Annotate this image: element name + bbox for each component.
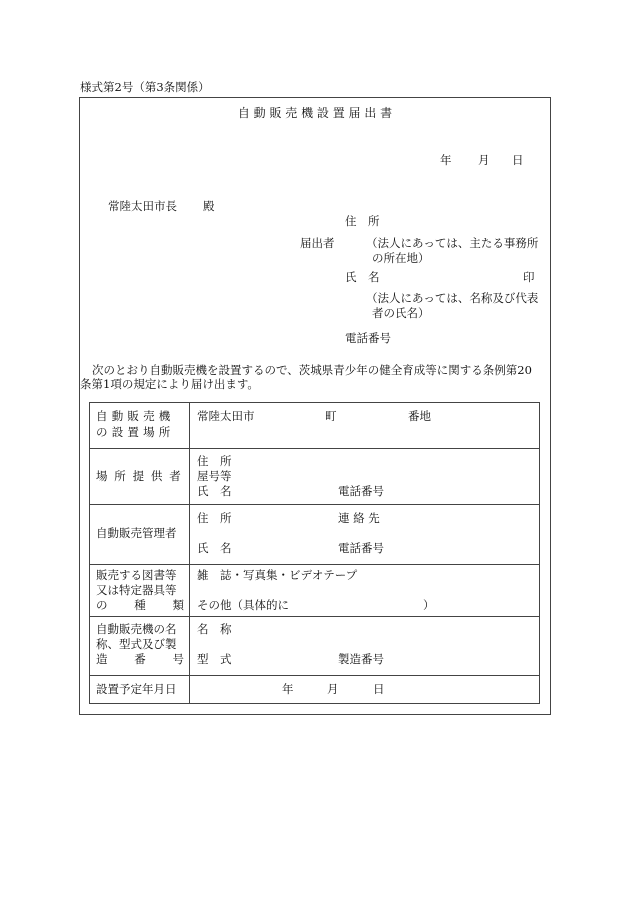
body-text-line-1: 次のとおり自動販売機を設置するので、茨城県青少年の健全育成等に関する条例第20 <box>92 363 532 377</box>
provider-name: 氏 名 <box>197 484 232 498</box>
applicant-role: 届出者 <box>300 236 335 250</box>
machine-serial: 製造番号 <box>338 652 384 666</box>
applicant-address-label: 住 所 <box>345 214 380 228</box>
details-table <box>89 402 540 704</box>
form-title: 自 動 販 売 機 設 置 届 出 書 <box>237 106 393 120</box>
items-label-3b: 種 <box>134 598 146 612</box>
planned-date-day: 日 <box>373 682 385 696</box>
provider-label: 場所提供者 <box>96 469 188 483</box>
items-label-3 <box>96 598 184 613</box>
applicant-address-note-2: の所在地） <box>372 251 430 265</box>
addressee-honorific: 殿 <box>203 199 215 213</box>
items-label-3a: の <box>96 598 108 612</box>
applicant-name-note-2: 者の氏名） <box>372 306 430 320</box>
row-border <box>90 616 539 617</box>
items-label-3c: 類 <box>172 598 184 612</box>
location-city: 常陸太田市 <box>197 409 255 423</box>
items-label-1: 販売する図書等 <box>96 568 177 582</box>
items-option-other: その他（具体的に <box>197 598 289 612</box>
planned-date-month: 月 <box>327 682 339 696</box>
machine-label-3a: 造 <box>96 652 108 666</box>
date-day: 日 <box>512 153 524 167</box>
machine-name: 名 称 <box>197 622 232 636</box>
manager-label: 自動販売管理者 <box>96 526 177 540</box>
location-label-2: の設置場所 <box>96 425 175 439</box>
body-text-line-2: 条第1項の規定により届け出ます。 <box>80 377 259 391</box>
location-banchi: 番地 <box>408 409 431 423</box>
row-border <box>90 448 539 449</box>
addressee-name: 常陸太田市長 <box>108 199 177 213</box>
row-border <box>90 504 539 505</box>
seal-mark: 印 <box>523 270 535 284</box>
manager-contact: 連 絡 先 <box>338 511 380 525</box>
planned-date-label: 設置予定年月日 <box>96 682 177 696</box>
manager-phone: 電話番号 <box>338 541 384 555</box>
date-year: 年 <box>440 153 452 167</box>
planned-date-year: 年 <box>282 682 294 696</box>
applicant-phone-label: 電話番号 <box>345 331 391 345</box>
machine-label-1: 自動販売機の名 <box>96 622 177 636</box>
items-label-2: 又は特定器具等 <box>96 583 177 597</box>
provider-building: 屋号等 <box>197 469 232 483</box>
provider-phone: 電話番号 <box>338 484 384 498</box>
machine-model: 型 式 <box>197 652 232 666</box>
applicant-address-note-1: （法人にあっては、主たる事務所 <box>366 236 539 250</box>
machine-label-3c: 号 <box>172 652 184 666</box>
form-number: 様式第2号（第3条関係） <box>80 80 210 94</box>
items-option-other-close: ） <box>423 598 435 612</box>
manager-name: 氏 名 <box>197 541 232 555</box>
machine-label-2: 称、型式及び製 <box>96 637 177 651</box>
date-month: 月 <box>478 153 490 167</box>
applicant-name-note-1: （法人にあっては、名称及び代表 <box>366 291 539 305</box>
row-border <box>90 564 539 565</box>
location-label-1: 自動販売機 <box>96 409 175 423</box>
machine-label-3b: 番 <box>134 652 146 666</box>
machine-label-3 <box>96 652 184 667</box>
manager-address: 住 所 <box>197 511 232 525</box>
provider-address: 住 所 <box>197 454 232 468</box>
row-border <box>90 675 539 676</box>
location-town: 町 <box>325 409 337 423</box>
applicant-name-label: 氏 名 <box>345 270 380 284</box>
items-option-magazine: 雑 誌・写真集・ビデオテープ <box>197 568 358 582</box>
